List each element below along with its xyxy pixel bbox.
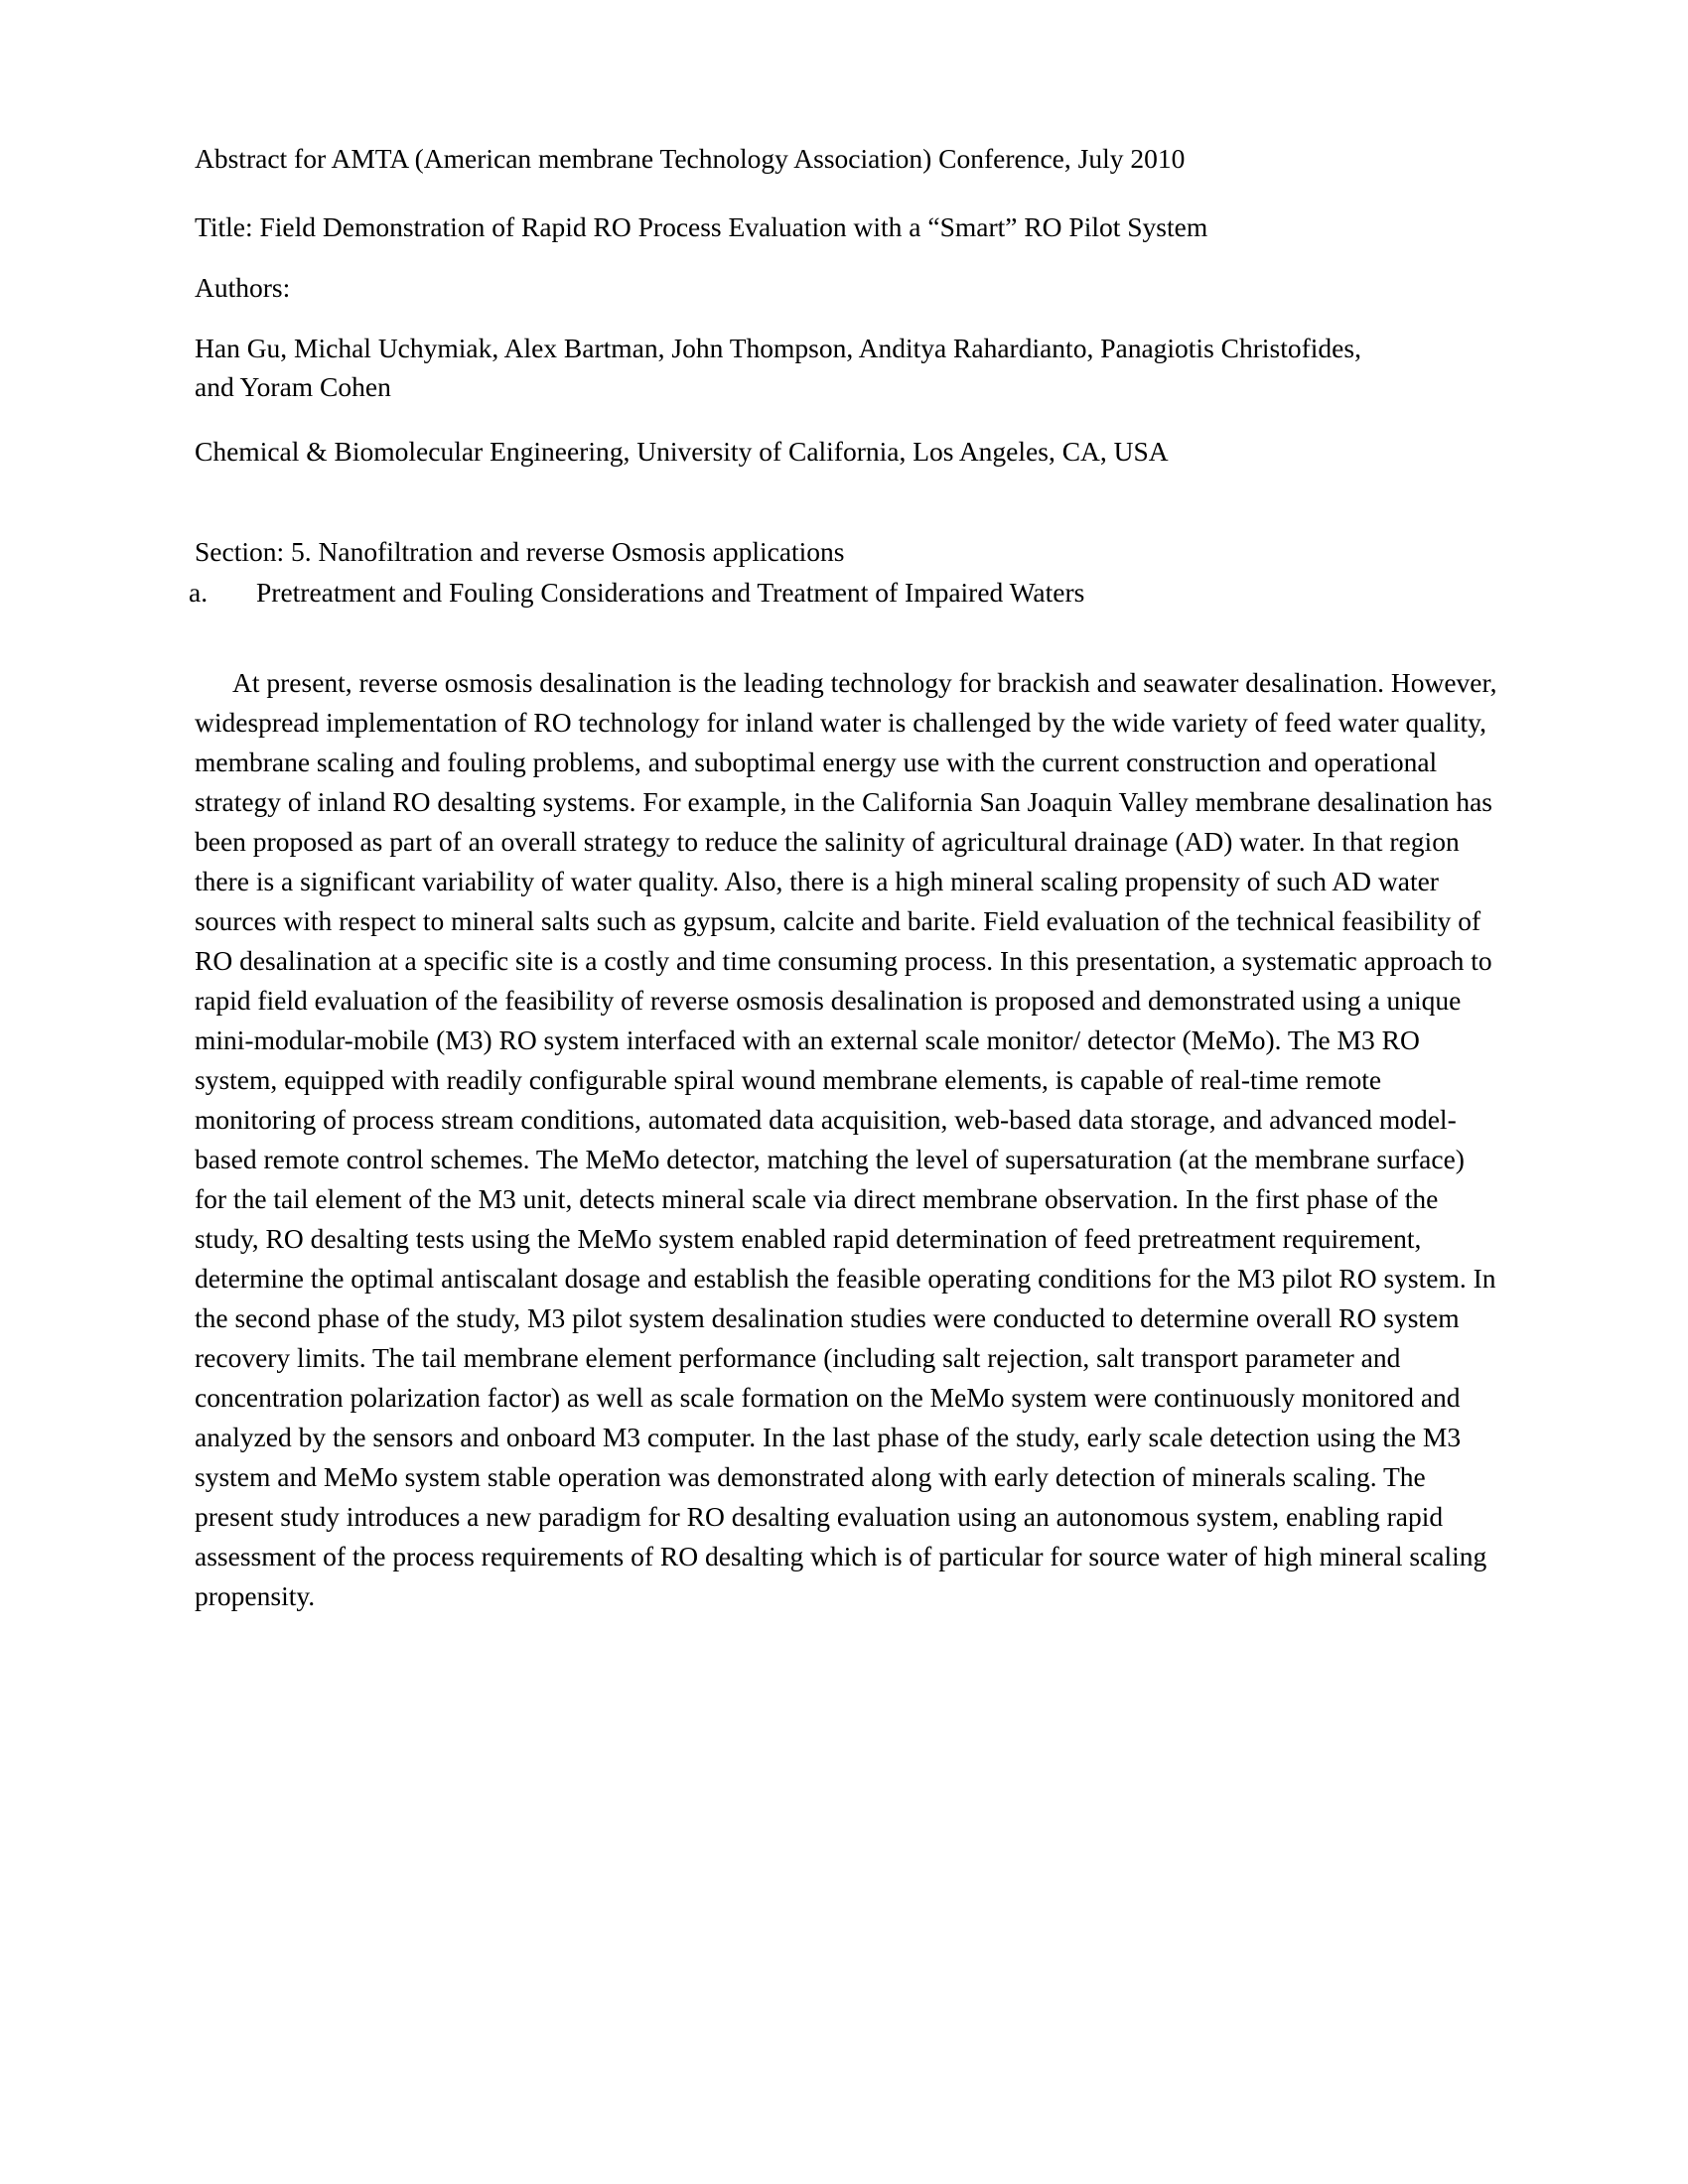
subsection-line (189, 573, 1499, 612)
section-line: Section: 5. Nanofiltration and reverse Osmosis applications (195, 536, 845, 568)
conference-header: Abstract for AMTA (American membrane Technology Association) Conference, July 2010 (195, 143, 1186, 174)
paper-title: Title: Field Demonstration of Rapid RO Process Evaluation with a “Smart” RO Pilot System (195, 211, 1208, 243)
subsection-marker: a. (189, 577, 209, 609)
abstract-paragraph: At present, reverse osmosis desalination is the leading technology for brackish and seawater desalination. However, widespread implementation of RO technology for inland water is challenged by the wide variety of feed water quality, membrane scaling and fouling problems, and suboptimal energy use with the current construction and operational strategy of inland RO desalting systems. For example, in the California San Joaquin Valley membrane desalination has been proposed as part of an overall strategy to reduce the salinity of agricultural drainage (AD) water. In that region there is a significant variability of water quality. Also, there is a high mineral scaling propensity of such AD water sources with respect to mineral salts such as gypsum, calcite and barite. Field evaluation of the technical feasibility of RO desalination at a specific site is a costly and time consuming process. In this presentation, a systematic approach to rapid field evaluation of the feasibility of reverse osmosis desalination is proposed and demonstrated using a unique mini-modular-mobile (M3) RO system interfaced with an external scale monitor/ detector (MeMo). The M3 RO system, equipped with readily configurable spiral wound membrane elements, is capable of real-time remote monitoring of process stream conditions, automated data acquisition, web-based data storage, and advanced model-based remote control schemes. The MeMo detector, matching the level of supersaturation (at the membrane surface) for the tail element of the M3 unit, detects mineral scale via direct membrane observation. In the first phase of the study, RO desalting tests using the MeMo system enabled rapid determination of feed pretreatment requirement, determine the optimal antiscalant dosage and establish the feasible operating conditions for the M3 pilot RO system. In the second phase of the study, M3 pilot system desalination studies were conducted to determine overall RO system recovery limits. The tail membrane element performance (including salt rejection, salt transport parameter and concentration polarization factor) as well as scale formation on the MeMo system were continuously monitored and analyzed by the sensors and onboard M3 computer. In the last phase of the study, early scale detection using the M3 system and MeMo system stable operation was demonstrated along with early detection of minerals scaling. The present study introduces a new paradigm for RO desalting evaluation using an autonomous system, enabling rapid assessment of the process requirements of RO desalting which is of particular for source water of high mineral scaling propensity. (195, 667, 1497, 1612)
subsection-label: Pretreatment and Fouling Considerations and Treatment of Impaired Waters (256, 577, 1085, 609)
authors-list: Han Gu, Michal Uchymiak, Alex Bartman, John Thompson, Anditya Rahardianto, Panagiotis Christofides, and Yoram Cohen (195, 333, 1361, 403)
document-body (189, 139, 1499, 1616)
authors-label: Authors: (195, 272, 291, 304)
affiliation: Chemical & Biomolecular Engineering, University of California, Los Angeles, CA, USA (195, 436, 1169, 468)
